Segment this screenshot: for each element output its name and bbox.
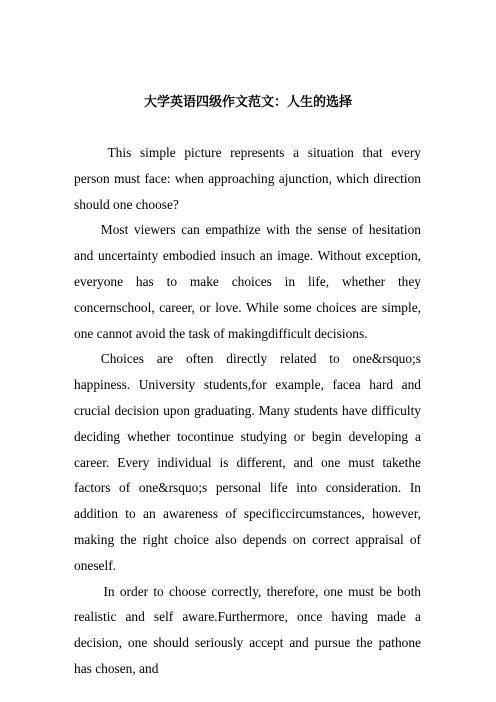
paragraph-3: Choices are often directly related to one&rsquo;s happiness. University students,for example, facea hard and crucial decision upon graduating. Many students have difficulty deciding whether tocontinue studying or begin developing a career. Every individual is different, and one must takethe factors of one&rsquo;s personal life into consideration. In addition to an awareness of specificcircumstances, however, making the right choice also depends on correct appraisal of oneself.	[74, 351, 421, 573]
paragraph-2: Most viewers can empathize with the sense of hesitation and uncertainty embodied insuch an image. Without exception, everyone has to make choices in life, whether they concernschool, career, or love. While some choices are simple, one cannot avoid the task of makingdifficult decisions.	[74, 222, 421, 341]
document-title: 大学英语四级作文范文：人生的选择	[143, 95, 352, 110]
document-body	[74, 140, 421, 682]
paragraph-1: This simple picture represents a situation that every person must face: when approaching ajunction, which direction should one choose?	[74, 145, 421, 212]
paragraph-4: In order to choose correctly, therefore, one must be both realistic and self aware.Furthermore, once having made a decision, one should seriously accept and pursue the pathone has chosen, and	[74, 583, 421, 676]
